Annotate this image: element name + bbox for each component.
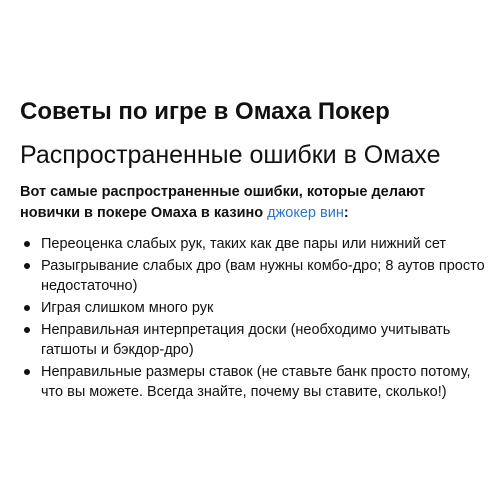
list-item bbox=[20, 362, 485, 402]
bullet-icon bbox=[24, 241, 30, 247]
list-item-text: Разыгрывание слабых дро (вам нужны комбо-дро; 8 аутов просто недостаточно) bbox=[41, 258, 485, 294]
bullet-icon bbox=[24, 369, 30, 375]
joker-win-link[interactable]: джокер вин bbox=[267, 205, 344, 221]
intro-suffix: : bbox=[343, 205, 349, 221]
list-item bbox=[20, 234, 485, 254]
bullet-icon bbox=[24, 305, 30, 311]
list-item bbox=[20, 256, 485, 296]
list-item bbox=[20, 298, 485, 318]
page-title: Советы по игре в Омаха Покер bbox=[20, 98, 390, 125]
bullet-icon bbox=[24, 263, 30, 269]
article bbox=[20, 96, 485, 404]
intro-paragraph bbox=[20, 182, 485, 224]
intro-text: Вот самые распространенные ошибки, которые делают новички в покере Омаха в казино bbox=[20, 184, 426, 221]
bullet-icon bbox=[24, 327, 30, 333]
list-item-text: Переоценка слабых рук, таких как две пары или нижний сет bbox=[41, 236, 447, 252]
list-item bbox=[20, 320, 485, 360]
mistakes-list bbox=[20, 234, 485, 402]
list-item-text: Неправильная интерпретация доски (необходимо учитывать гатшоты и бэкдор-дро) bbox=[41, 322, 451, 358]
section-heading: Распространенные ошибки в Омахе bbox=[20, 141, 441, 169]
list-item-text: Играя слишком много рук bbox=[41, 300, 214, 316]
list-item-text: Неправильные размеры ставок (не ставьте банк просто потому, что вы можете. Всегда знайте, почему вы ставите, сколько!) bbox=[41, 364, 471, 400]
